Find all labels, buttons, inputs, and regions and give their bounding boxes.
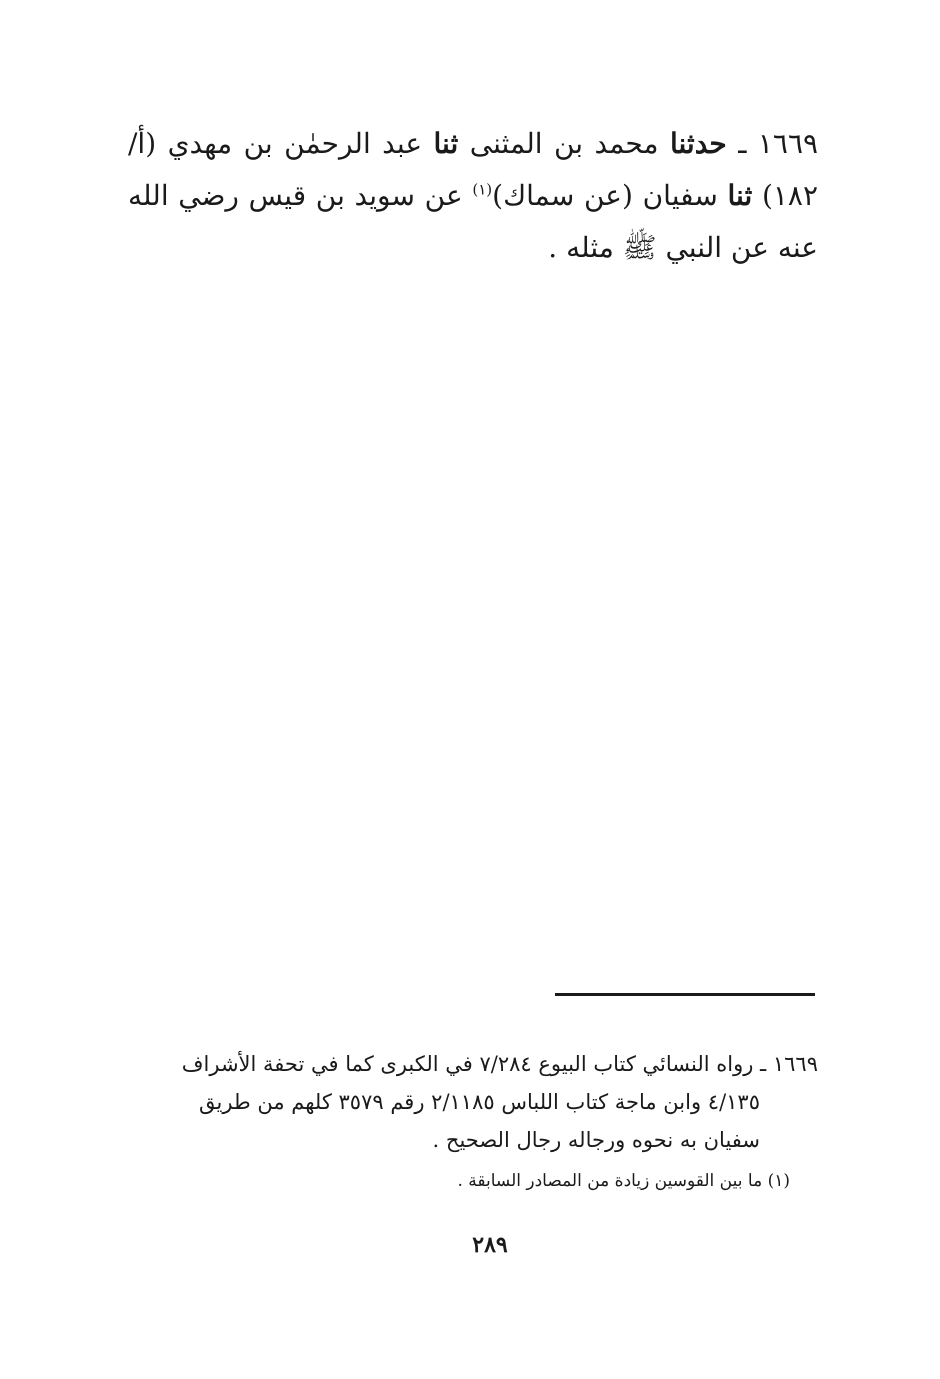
hadith-opening: حدثنا <box>669 127 727 160</box>
hadith-number: ١٦٦٩ <box>757 127 819 160</box>
hadith-thana-1: ثنا <box>433 127 459 160</box>
page-number: ٢٨٩ <box>472 1232 508 1258</box>
note-line-3: سفيان به نحوه ورجاله رجال الصحيح . <box>432 1128 760 1152</box>
takhrij-notes <box>128 1045 818 1159</box>
hadith-closing: عن النبي ﷺ مثله . <box>548 231 769 264</box>
footnote-text: (١) ما بين القوسين زيادة من المصادر السابقة . <box>457 1171 790 1191</box>
footnote-separator <box>555 993 815 996</box>
note-line-2: ٤/١٣٥ وابن ماجة كتاب اللباس ٢/١١٨٥ رقم ٣٥٧٩ كلهم من طريق <box>199 1090 760 1114</box>
note-line-1: ١٦٦٩ ـ رواه النسائي كتاب البيوع ٧/٢٨٤ في الكبرى كما في تحفة الأشراف <box>181 1052 818 1076</box>
hadith-paragraph <box>128 118 818 274</box>
hadith-narrator-3: سفيان (عن سماك) <box>492 179 718 212</box>
hadith-narrator-2: عبد الرحمٰن بن مهدي <box>167 127 423 160</box>
footnote-marker: (١) <box>472 180 493 199</box>
hadith-text <box>128 118 818 274</box>
hadith-narrator-1: محمد بن المثنى <box>469 127 659 160</box>
folio-marker: (أ/١٨٢) <box>128 127 819 212</box>
hadith-dash: ـ <box>738 127 747 160</box>
hadith-narrator-4: عن سويد بن قيس رضي الله عنه <box>128 179 818 264</box>
hadith-thana-2: ثنا <box>727 179 753 212</box>
